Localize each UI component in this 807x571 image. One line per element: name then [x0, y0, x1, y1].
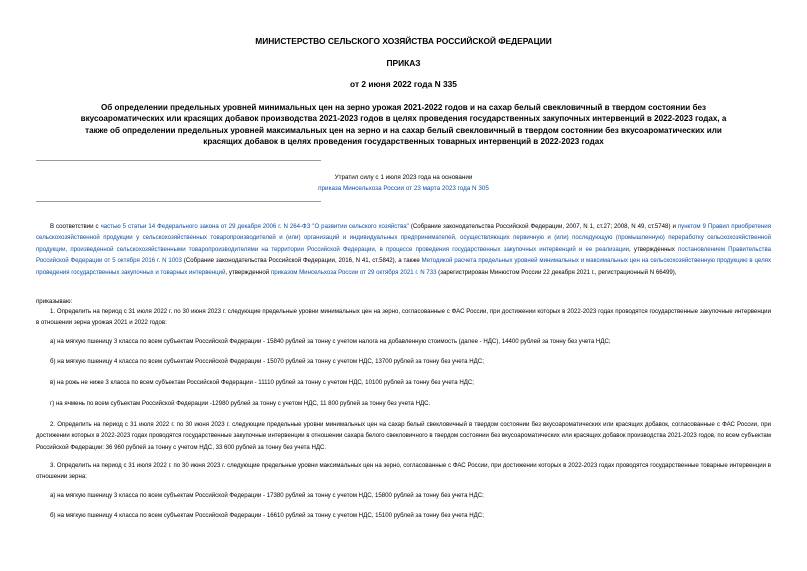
federal-law-link[interactable]: частью 5 статьи 14 Федерального закона от 29 декабря 2006 г. N 264-ФЗ "О развитии сельского хозяйства"	[100, 223, 409, 230]
preamble-paragraph	[36, 221, 771, 278]
title-line: также об определении предельных уровней максимальных цен на зерно и на сахар белый свекловичный в твердом состоянии без вкусоароматических или	[85, 125, 722, 135]
title-line: вкусоароматических или красящих добавок производства 2021-2023 годов в целях проведения государственных закупочных интервенций в 2022-2023 годах, а	[80, 114, 727, 124]
preamble-text: В соответствии с	[50, 223, 101, 230]
paragraph-3b: б) на мягкую пшеницу 4 класса по всем субъектам Российской Федерации - 16610 рублей за тонну с учетом НДС, 15100 рублей за тонну без учета НДС;	[50, 512, 484, 519]
paragraph-3: 3. Определить на период с 31 июля 2022 г. по 30 июня 2023 г. следующие предельные уровни максимальных цен на зерно, согласованные с ФАС России, при достижении которых в 2022-2023 годах проводятся государственные товарные интервенции в отношении зерна:	[36, 462, 771, 481]
government-resolution-link[interactable]: постановлением Правительства Российской Федерации от 5 октября 2016 г. N 1003	[36, 245, 771, 265]
rules-item-9-link[interactable]: пунктом 9 Правил приобретения сельскохозяйственной продукции у сельскохозяйственных товаропроизводителей и (или) организаций и индивидуальных предпринимателей, осуществляющих первичную и (или) последующую (промышленную) переработку сельскохозяйственной продукции, произведенной сельскохозяйственными товаропроизводителями на территории Российской Федерации, в процессе проведения государственных закупочных интервенций и ее реализации	[36, 223, 771, 253]
title-line: красящих добавок в целях проведения государственных товарных интервенций в 2022-2023 годах	[203, 137, 604, 147]
separator-line-top	[36, 160, 321, 161]
paragraph-1a: а) на мягкую пшеницу 3 класса по всем субъектам Российской Федерации - 15840 рублей за тонну с учетом налога на добавленную стоимость (далее - НДС), 14400 рублей за тонну без учета НДС;	[50, 338, 611, 345]
document-date-number: от 2 июня 2022 года N 335	[350, 79, 457, 89]
paragraph-1d: г) на ячмень по всем субъектам Российской Федерации -12980 рублей за тонну с учетом НДС, 11 800 рублей за тонну без учета НДС.	[50, 400, 431, 407]
lost-force-link[interactable]: приказа Минсельхоза России от 23 марта 2023 года N 305	[318, 185, 489, 193]
title-line: Об определении предельных уровней минимальных цен на зерно урожая 2021-2022 годов и на сахар белый свекловичный в твердом состоянии без	[100, 103, 706, 112]
document-title	[36, 102, 771, 148]
order-word: приказываю:	[36, 298, 73, 305]
preamble-text: , утвержденной	[225, 268, 271, 276]
preamble-text: , утвержденных	[629, 245, 679, 253]
lost-force-text: Утратил силу с 1 июля 2023 года на основании	[334, 174, 473, 181]
paragraph-2: 2. Определить на период с 31 июля 2022 г. по 30 июня 2023 г. следующие предельные уровни минимальных цен на сахар белый свекловичный в твердом состоянии без вкусоароматических или красящих добавок, согласованные с ФАС России, при достижении которых в 2022-2023 годах проводятся государственные закупочные интервенции в отношении сахара белого свекловичного в твердом состоянии без вкусоароматических или красящих добавок производства 2021-2023 годов, по всем субъектам Российской Федерации: 36 960 рублей за тонну с учетом НДС, 33 600 рублей за тонну без учета НДС.	[36, 421, 771, 451]
ministry-order-link[interactable]: приказом Минсельхоза России от 29 октября 2021 г. N 733	[270, 268, 437, 276]
ministry-heading: МИНИСТЕРСТВО СЕЛЬСКОГО ХОЗЯЙСТВА РОССИЙСКОЙ ФЕДЕРАЦИИ	[255, 36, 552, 46]
paragraph-1: 1. Определить на период с 31 июля 2022 г. по 30 июня 2023 г. следующие предельные уровни минимальных цен на зерно, согласованные с ФАС России, при достижении которых в 2022-2023 годах проводятся государственные закупочные интервенции в отношении зерна урожая 2021 и 2022 годов:	[36, 308, 771, 327]
lost-force-notice	[0, 172, 807, 195]
paragraph-3a: а) на мягкую пшеницу 3 класса по всем субъектам Российской Федерации - 17380 рублей за тонну с учетом НДС, 15800 рублей за тонну без учета НДС;	[50, 492, 484, 499]
document-type: ПРИКАЗ	[386, 58, 421, 68]
paragraph-1b: б) на мягкую пшеницу 4 класса по всем субъектам Российской Федерации - 15070 рублей за тонну с учетом НДС, 13700 рублей за тонну без учета НДС;	[50, 358, 484, 365]
preamble-text: (зарегистрирован Минюстом России 22 декабря 2021 г., регистрационный N 66499),	[436, 268, 677, 276]
separator-line-bottom	[36, 201, 321, 202]
preamble-text: (Собрание законодательства Российской Федерации, 2016, N 41, ст.5842), а также	[181, 257, 422, 265]
paragraph-1c: в) на рожь не ниже 3 класса по всем субъектам Российской Федерации - 11110 рублей за тонну с учетом НДС, 10100 рублей за тонну без учета НДС;	[50, 379, 474, 386]
methodology-link[interactable]: Методикой расчета предельных уровней минимальных и максимальных цен на сельскохозяйственную продукцию в целях проведения государственных закупочных и товарных интервенций	[36, 257, 771, 276]
preamble-text: (Собрание законодательства Российской Федерации, 2007, N 1, ст.27; 2008, N 49, ст.5748) и	[408, 223, 678, 230]
